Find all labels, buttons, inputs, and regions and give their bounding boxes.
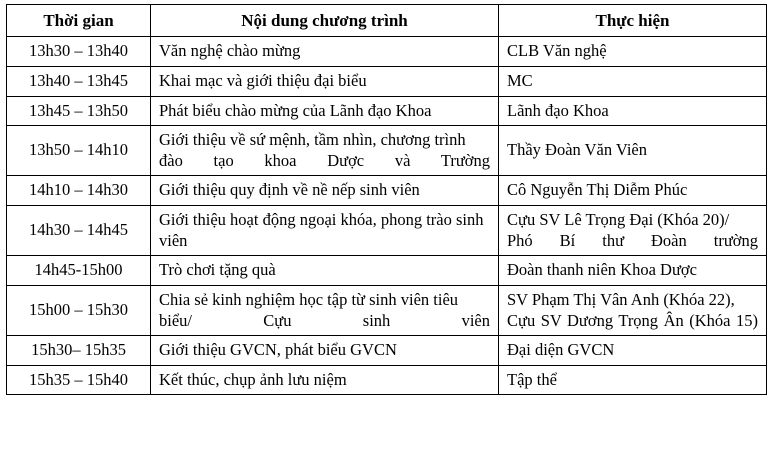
cell-time: 14h45-15h00: [7, 256, 151, 286]
cell-doer: Thầy Đoàn Văn Viên: [499, 126, 767, 176]
program-schedule-table: [6, 4, 767, 395]
cell-time: 13h50 – 14h10: [7, 126, 151, 176]
table-row: [7, 206, 767, 256]
cell-content: Văn nghệ chào mừng: [151, 37, 499, 67]
cell-content: Khai mạc và giới thiệu đại biểu: [151, 66, 499, 96]
cell-content: Giới thiệu hoạt động ngoại khóa, phong trào sinh viên: [151, 206, 499, 256]
cell-content: Giới thiệu GVCN, phát biểu GVCN: [151, 336, 499, 366]
table-row: [7, 256, 767, 286]
cell-content: Giới thiệu về sứ mệnh, tầm nhìn, chương trình đào tạo khoa Dược và Trường: [151, 126, 499, 176]
cell-doer: Lãnh đạo Khoa: [499, 96, 767, 126]
table-row: [7, 126, 767, 176]
table-row: [7, 66, 767, 96]
cell-content: Chia sẻ kinh nghiệm học tập từ sinh viên tiêu biểu/ Cựu sinh viên: [151, 285, 499, 335]
cell-content: Giới thiệu quy định về nề nếp sinh viên: [151, 176, 499, 206]
table-header-row: [7, 5, 767, 37]
table-row: [7, 285, 767, 335]
cell-time: 13h40 – 13h45: [7, 66, 151, 96]
cell-time: 15h00 – 15h30: [7, 285, 151, 335]
cell-doer: Đoàn thanh niên Khoa Dược: [499, 256, 767, 286]
column-header-doer: Thực hiện: [499, 5, 767, 37]
cell-content: Trò chơi tặng quà: [151, 256, 499, 286]
cell-doer: MC: [499, 66, 767, 96]
cell-doer: SV Phạm Thị Vân Anh (Khóa 22), Cựu SV Dương Trọng Ân (Khóa 15): [499, 285, 767, 335]
cell-time: 13h45 – 13h50: [7, 96, 151, 126]
cell-time: 14h30 – 14h45: [7, 206, 151, 256]
cell-content: Kết thúc, chụp ảnh lưu niệm: [151, 365, 499, 395]
column-header-time: Thời gian: [7, 5, 151, 37]
cell-doer: Cựu SV Lê Trọng Đại (Khóa 20)/ Phó Bí thư Đoàn trường: [499, 206, 767, 256]
cell-content: Phát biểu chào mừng của Lãnh đạo Khoa: [151, 96, 499, 126]
column-header-content: Nội dung chương trình: [151, 5, 499, 37]
table-row: [7, 37, 767, 67]
cell-time: 15h35 – 15h40: [7, 365, 151, 395]
cell-time: 14h10 – 14h30: [7, 176, 151, 206]
cell-doer: Đại diện GVCN: [499, 336, 767, 366]
cell-time: 15h30– 15h35: [7, 336, 151, 366]
cell-time: 13h30 – 13h40: [7, 37, 151, 67]
table-row: [7, 96, 767, 126]
table-row: [7, 365, 767, 395]
table-row: [7, 336, 767, 366]
cell-doer: CLB Văn nghệ: [499, 37, 767, 67]
table-row: [7, 176, 767, 206]
cell-doer: Cô Nguyễn Thị Diễm Phúc: [499, 176, 767, 206]
cell-doer: Tập thể: [499, 365, 767, 395]
